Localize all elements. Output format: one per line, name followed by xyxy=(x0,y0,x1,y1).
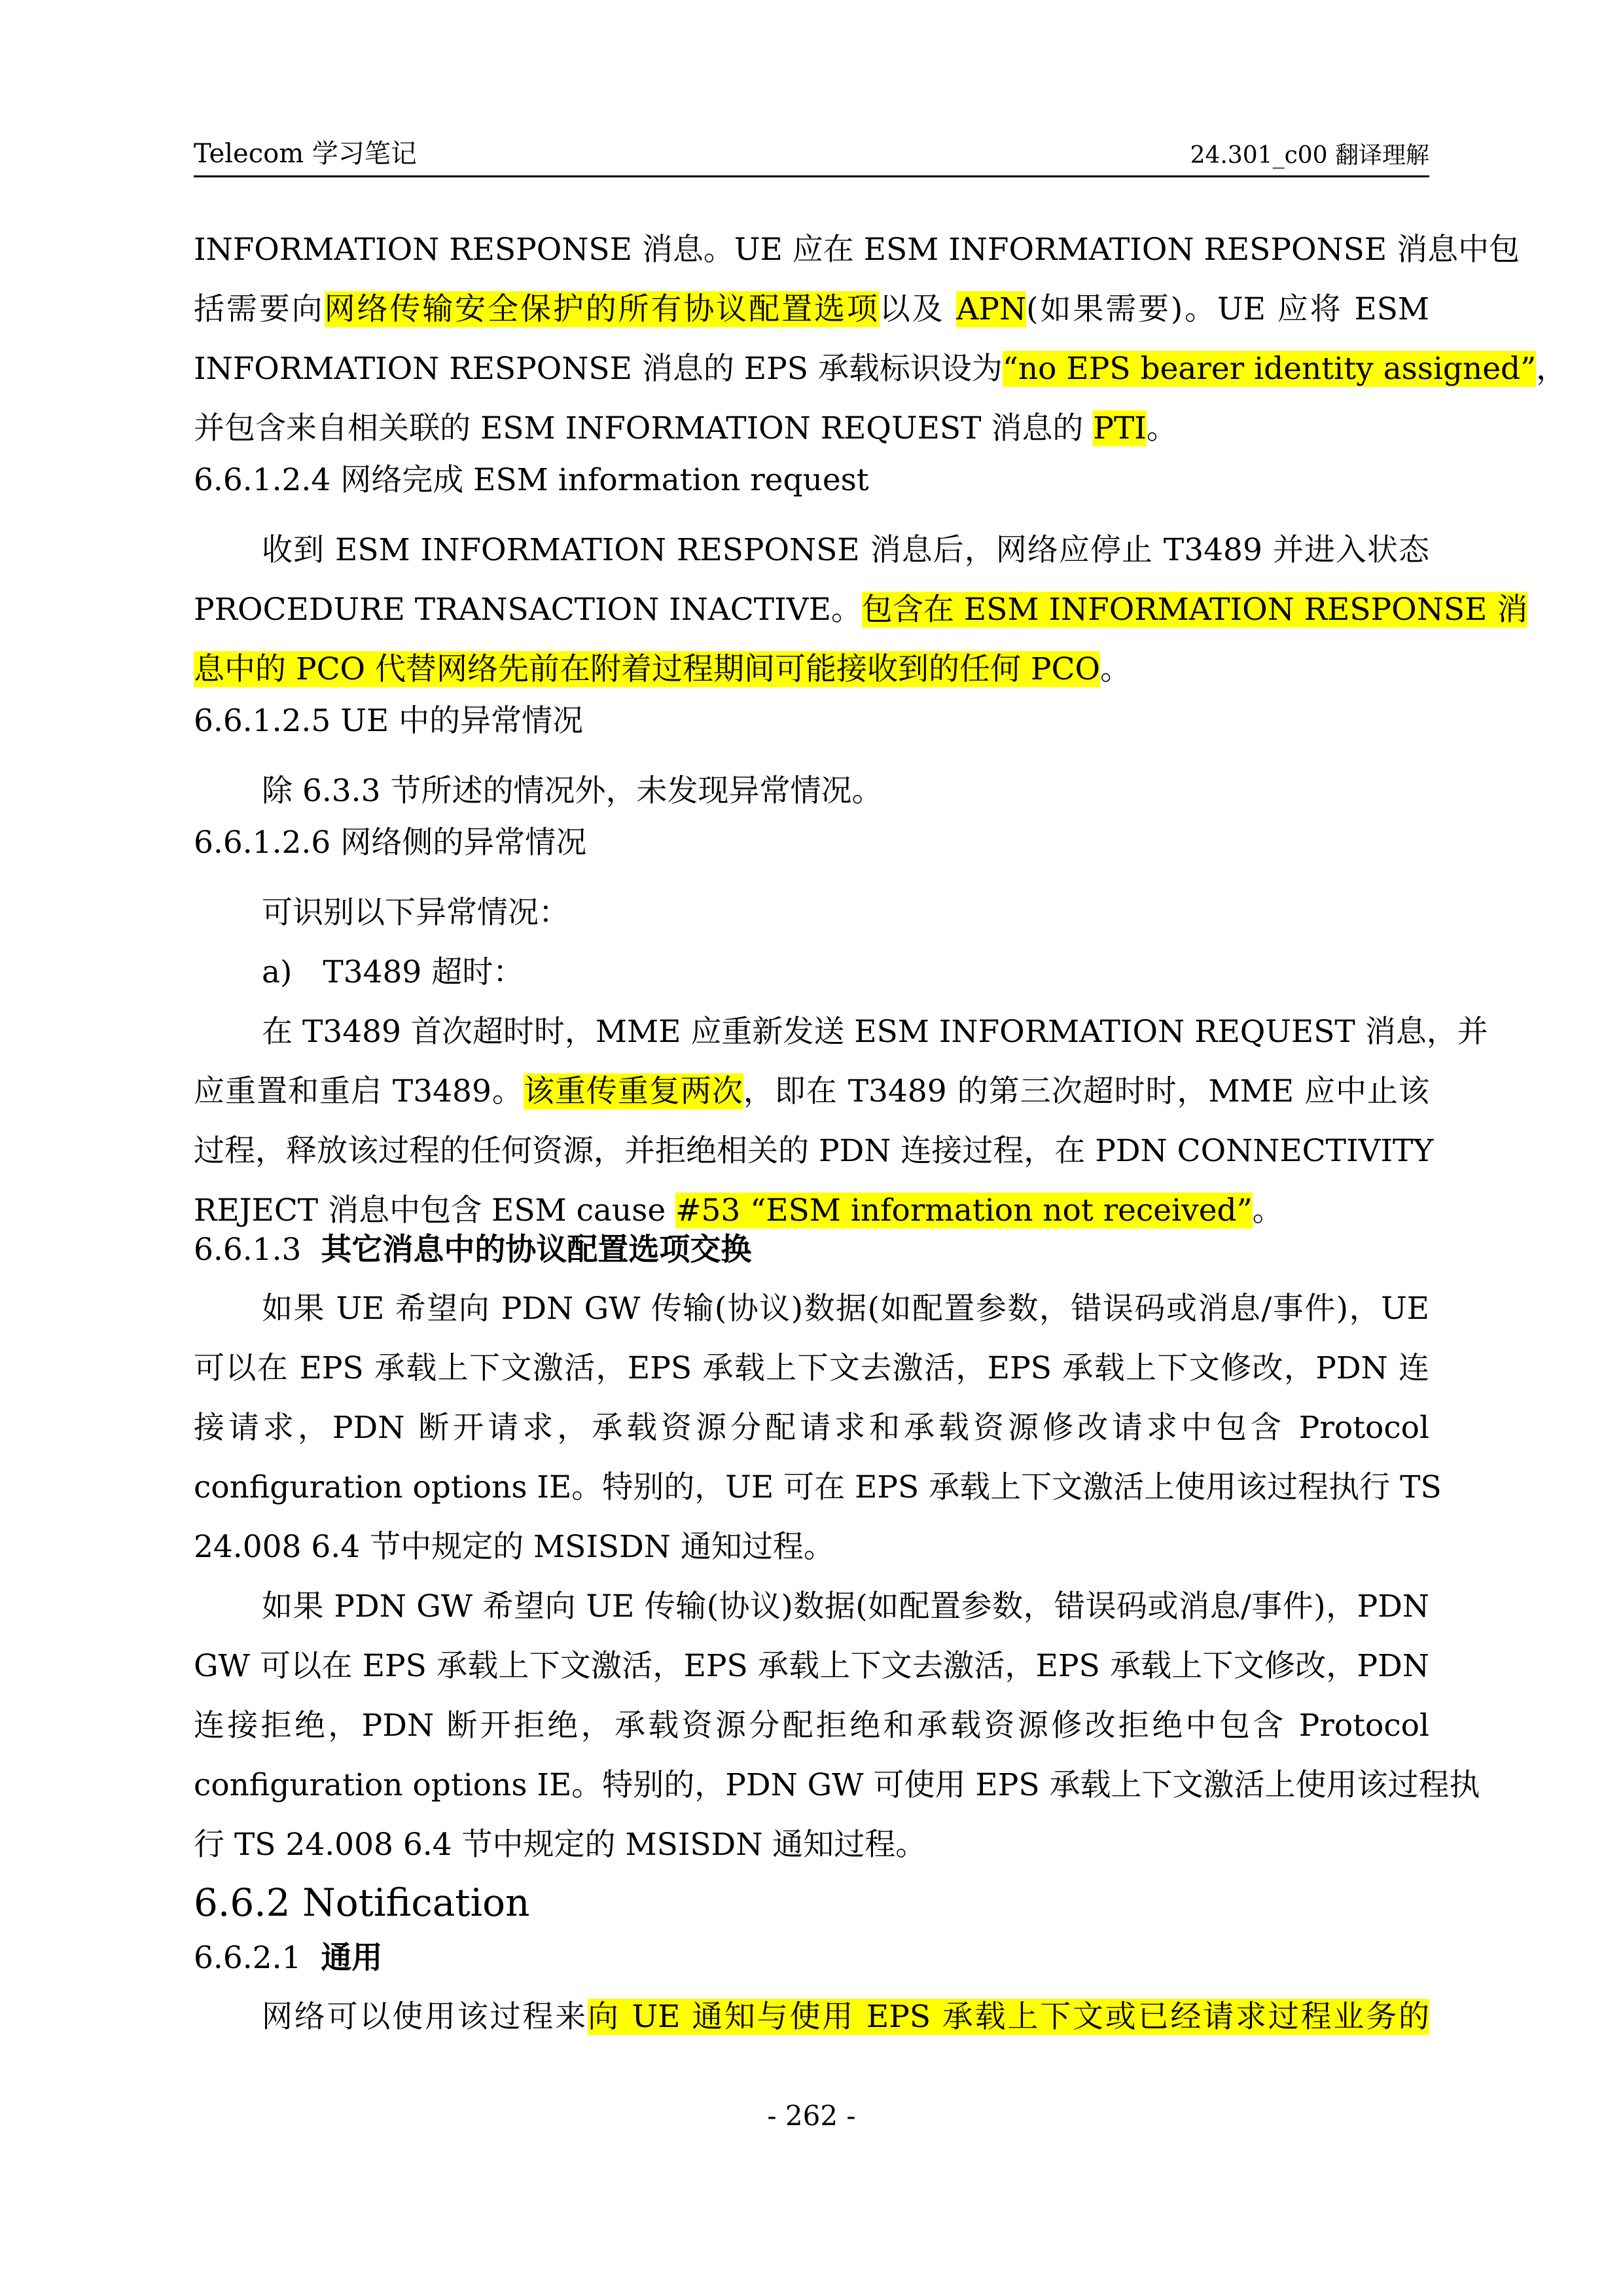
highlight: APN xyxy=(956,291,1027,327)
paragraph-line: 24.008 6.4 节中规定的 MSISDN 通知过程。 xyxy=(194,1529,834,1565)
paragraph-line xyxy=(194,650,1429,689)
paragraph-line: GW 可以在 EPS 承载上下文激活，EPS 承载上下文去激活，EPS 承载上下文修改，PDN xyxy=(194,1648,1429,1684)
paragraph-line: 在 T3489 首次超时时，MME 应重新发送 ESM INFORMATION REQUEST 消息，并 xyxy=(262,1014,1488,1050)
paragraph-line xyxy=(194,1191,1429,1230)
highlight: 该重传重复两次 xyxy=(523,1073,743,1109)
page-header xyxy=(194,134,1429,177)
paragraph-line: 接请求，PDN 断开请求，承载资源分配请求和承载资源修改请求中包含 Protocol xyxy=(194,1410,1429,1446)
heading-number: 6.6.2.1 xyxy=(194,1940,302,1976)
paragraph-line: 连接拒绝，PDN 断开拒绝，承载资源分配拒绝和承载资源修改拒绝中包含 Protocol xyxy=(194,1708,1429,1744)
section-heading-h2: 6.6.2 Notification xyxy=(194,1880,530,1925)
section-heading: 6.6.1.2.4 网络完成 ESM information request xyxy=(194,462,869,498)
highlight: 包含在 ESM INFORMATION RESPONSE 消 xyxy=(861,592,1528,628)
highlight: #53 “ESM information not received” xyxy=(675,1193,1253,1229)
paragraph-line: 行 TS 24.008 6.4 节中规定的 MSISDN 通知过程。 xyxy=(194,1827,927,1863)
paragraph-line xyxy=(262,1998,1429,2037)
highlight: PTI xyxy=(1093,410,1147,446)
page-number: - 262 - xyxy=(767,2100,856,2132)
paragraph-line xyxy=(194,409,1429,448)
text-run: PROCEDURE TRANSACTION INACTIVE。 xyxy=(194,592,862,628)
header-right: 24.301_c00 翻译理解 xyxy=(1190,142,1429,169)
paragraph-line: 如果 UE 希望向 PDN GW 传输(协议)数据(如配置参数，错误码或消息/事件)，UE xyxy=(262,1291,1429,1327)
text-run: 应重置和重启 T3489。 xyxy=(194,1073,524,1109)
paragraph-line xyxy=(194,350,1567,389)
header-left: Telecom 学习笔记 xyxy=(194,139,417,169)
paragraph-line: configuration options IE。特别的，UE 可在 EPS 承载上下文激活上使用该过程执行 TS xyxy=(194,1469,1442,1505)
heading-text: 其它消息中的协议配置选项交换 xyxy=(321,1232,752,1268)
text-run: 。 xyxy=(1252,1193,1283,1229)
heading-number: 6.6.1.3 xyxy=(194,1232,302,1268)
text-run: ， xyxy=(1536,351,1567,387)
paragraph-line: 如果 PDN GW 希望向 UE 传输(协议)数据(如配置参数，错误码或消息/事件)，PDN xyxy=(262,1588,1429,1624)
paragraph-line: configuration options IE。特别的，PDN GW 可使用 EPS 承载上下文激活上使用该过程执 xyxy=(194,1767,1480,1803)
text-run: 网络可以使用该过程来 xyxy=(262,1999,588,2035)
highlight: 网络传输安全保护的所有协议配置选项 xyxy=(324,291,880,327)
section-heading xyxy=(194,1230,1429,1270)
paragraph-line xyxy=(194,290,1429,329)
text-run: (如果需要)。UE 应将 ESM xyxy=(1026,291,1430,327)
paragraph-line: INFORMATION RESPONSE 消息。UE 应在 ESM INFORMATION RESPONSE 消息中包 xyxy=(194,232,1520,268)
highlight: “no EPS bearer identity assigned” xyxy=(1002,351,1537,387)
text-run: REJECT 消息中包含 ESM cause xyxy=(194,1193,676,1229)
highlight: 向 UE 通知与使用 EPS 承载上下文或已经请求过程业务的 xyxy=(588,1999,1429,2035)
section-heading: 6.6.1.2.6 网络侧的异常情况 xyxy=(194,825,587,861)
section-heading: 6.6.1.2.5 UE 中的异常情况 xyxy=(194,703,584,739)
text-run: 。 xyxy=(1146,410,1177,446)
paragraph-line: 可以在 EPS 承载上下文激活，EPS 承载上下文去激活，EPS 承载上下文修改，PDN 连 xyxy=(194,1350,1429,1386)
text-run: 括需要向 xyxy=(194,291,325,327)
list-item: a) T3489 超时： xyxy=(262,954,524,990)
paragraph-line xyxy=(194,1072,1429,1111)
text-run: 。 xyxy=(1100,651,1132,687)
section-heading xyxy=(194,1939,1429,1978)
text-run: INFORMATION RESPONSE 消息的 EPS 承载标识设为 xyxy=(194,351,1003,387)
paragraph-line: 可识别以下异常情况： xyxy=(262,895,569,931)
text-run: ，即在 T3489 的第三次超时时，MME 应中止该 xyxy=(743,1073,1430,1109)
highlight: 息中的 PCO 代替网络先前在附着过程期间可能接收到的任何 PCO xyxy=(194,651,1101,687)
paragraph-line: 过程，释放该过程的任何资源，并拒绝相关的 PDN 连接过程，在 PDN CONNECTIVITY xyxy=(194,1133,1434,1169)
paragraph-line: 除 6.3.3 节所述的情况外，未发现异常情况。 xyxy=(262,773,883,809)
heading-text: 通用 xyxy=(321,1940,383,1976)
paragraph-line: 收到 ESM INFORMATION RESPONSE 消息后，网络应停止 T3489 并进入状态 xyxy=(262,532,1429,568)
paragraph-line xyxy=(194,590,1528,630)
text-run: 以及 xyxy=(879,291,945,327)
text-run: 并包含来自相关联的 ESM INFORMATION REQUEST 消息的 xyxy=(194,410,1084,446)
